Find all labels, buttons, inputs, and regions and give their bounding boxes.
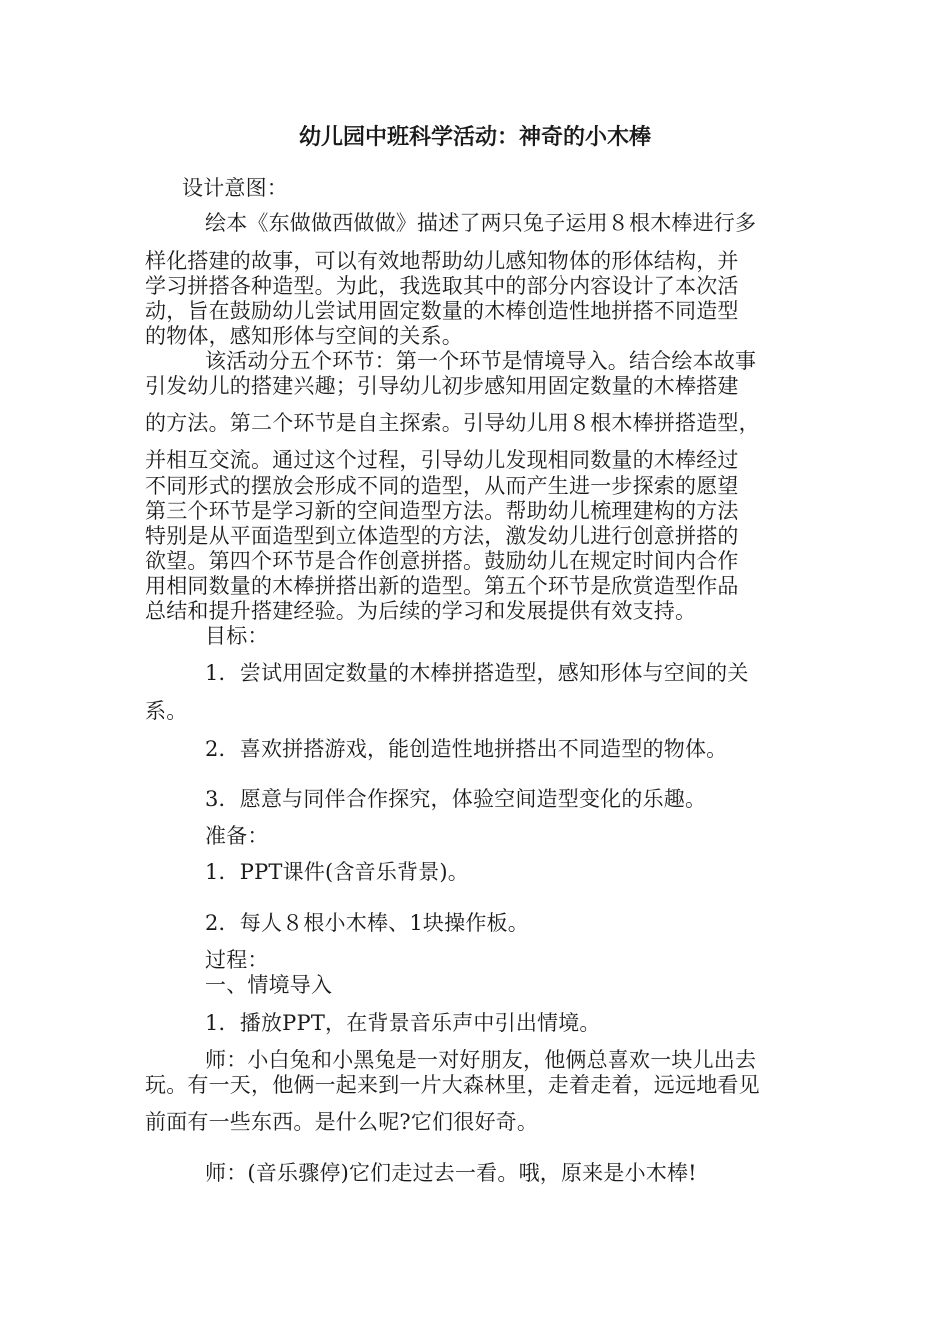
goal-item-1-continued: 系。	[145, 699, 188, 723]
paragraph-line: 欲望。第四个环节是合作创意拼搭。鼓励幼儿在规定时间内合作	[145, 549, 739, 573]
paragraph-line: 引发幼儿的搭建兴趣；引导幼儿初步感知用固定数量的木棒搭建	[145, 374, 739, 398]
dialogue-line: 玩。有一天，他俩一起来到一片大森林里，走着走着，远远地看见	[145, 1073, 760, 1097]
paragraph-line: 不同形式的摆放会形成不同的造型，从而产生进一步探索的愿望	[145, 474, 739, 498]
paragraph-line: 第三个环节是学习新的空间造型方法。帮助幼儿梳理建构的方法	[145, 499, 739, 523]
dialogue-line: 师：(音乐骤停)它们走过去一看。哦，原来是小木棒!	[205, 1161, 697, 1185]
preparation-item-1: 1．PPT课件(含音乐背景)。	[205, 860, 470, 884]
paragraph-line: 学习拼搭各种造型。为此，我选取其中的部分内容设计了本次活	[145, 274, 739, 298]
process-item-1: 1．播放PPT，在背景音乐声中引出情境。	[205, 1011, 601, 1035]
goal-item-3: 3．愿意与同伴合作探究，体验空间造型变化的乐趣。	[205, 787, 707, 811]
preparation-item-2: 2．每人８根小木棒、1块操作板。	[205, 911, 529, 935]
dialogue-line: 前面有一些东西。是什么呢?它们很好奇。	[145, 1110, 539, 1134]
paragraph-line: 总结和提升搭建经验。为后续的学习和发展提供有效支持。	[145, 599, 697, 623]
document-title: 幼儿园中班科学活动：神奇的小木棒	[298, 124, 651, 150]
section-heading-design-intent: 设计意图：	[182, 176, 288, 200]
section-heading-process: 过程：	[205, 948, 269, 972]
dialogue-line: 师：小白兔和小黑兔是一对好朋友，他俩总喜欢一块儿出去	[205, 1048, 757, 1072]
paragraph-line: 该活动分五个环节：第一个环节是情境导入。结合绘本故事	[205, 349, 757, 373]
paragraph-line: 绘本《东做做西做做》描述了两只兔子运用８根木棒进行多	[205, 211, 757, 235]
paragraph-line: 用相同数量的木棒拼搭出新的造型。第五个环节是欣赏造型作品	[145, 574, 739, 598]
paragraph-line: 并相互交流。通过这个过程，引导幼儿发现相同数量的木棒经过	[145, 448, 739, 472]
section-heading-goals: 目标：	[205, 624, 269, 648]
paragraph-line: 特别是从平面造型到立体造型的方法，激发幼儿进行创意拼搭的	[145, 524, 739, 548]
goal-item-2: 2．喜欢拼搭游戏，能创造性地拼搭出不同造型的物体。	[205, 737, 728, 761]
paragraph-line: 的方法。第二个环节是自主探索。引导幼儿用８根木棒拼搭造型，	[145, 411, 760, 435]
section-heading-preparation: 准备：	[205, 824, 269, 848]
goal-item-1: 1．尝试用固定数量的木棒拼搭造型，感知形体与空间的关	[205, 661, 749, 685]
process-step-heading: 一、情境导入	[205, 973, 333, 997]
paragraph-line: 样化搭建的故事，可以有效地帮助幼儿感知物体的形体结构，并	[145, 249, 739, 273]
paragraph-line: 的物体，感知形体与空间的关系。	[145, 324, 463, 348]
paragraph-line: 动，旨在鼓励幼儿尝试用固定数量的木棒创造性地拼搭不同造型	[145, 299, 739, 323]
